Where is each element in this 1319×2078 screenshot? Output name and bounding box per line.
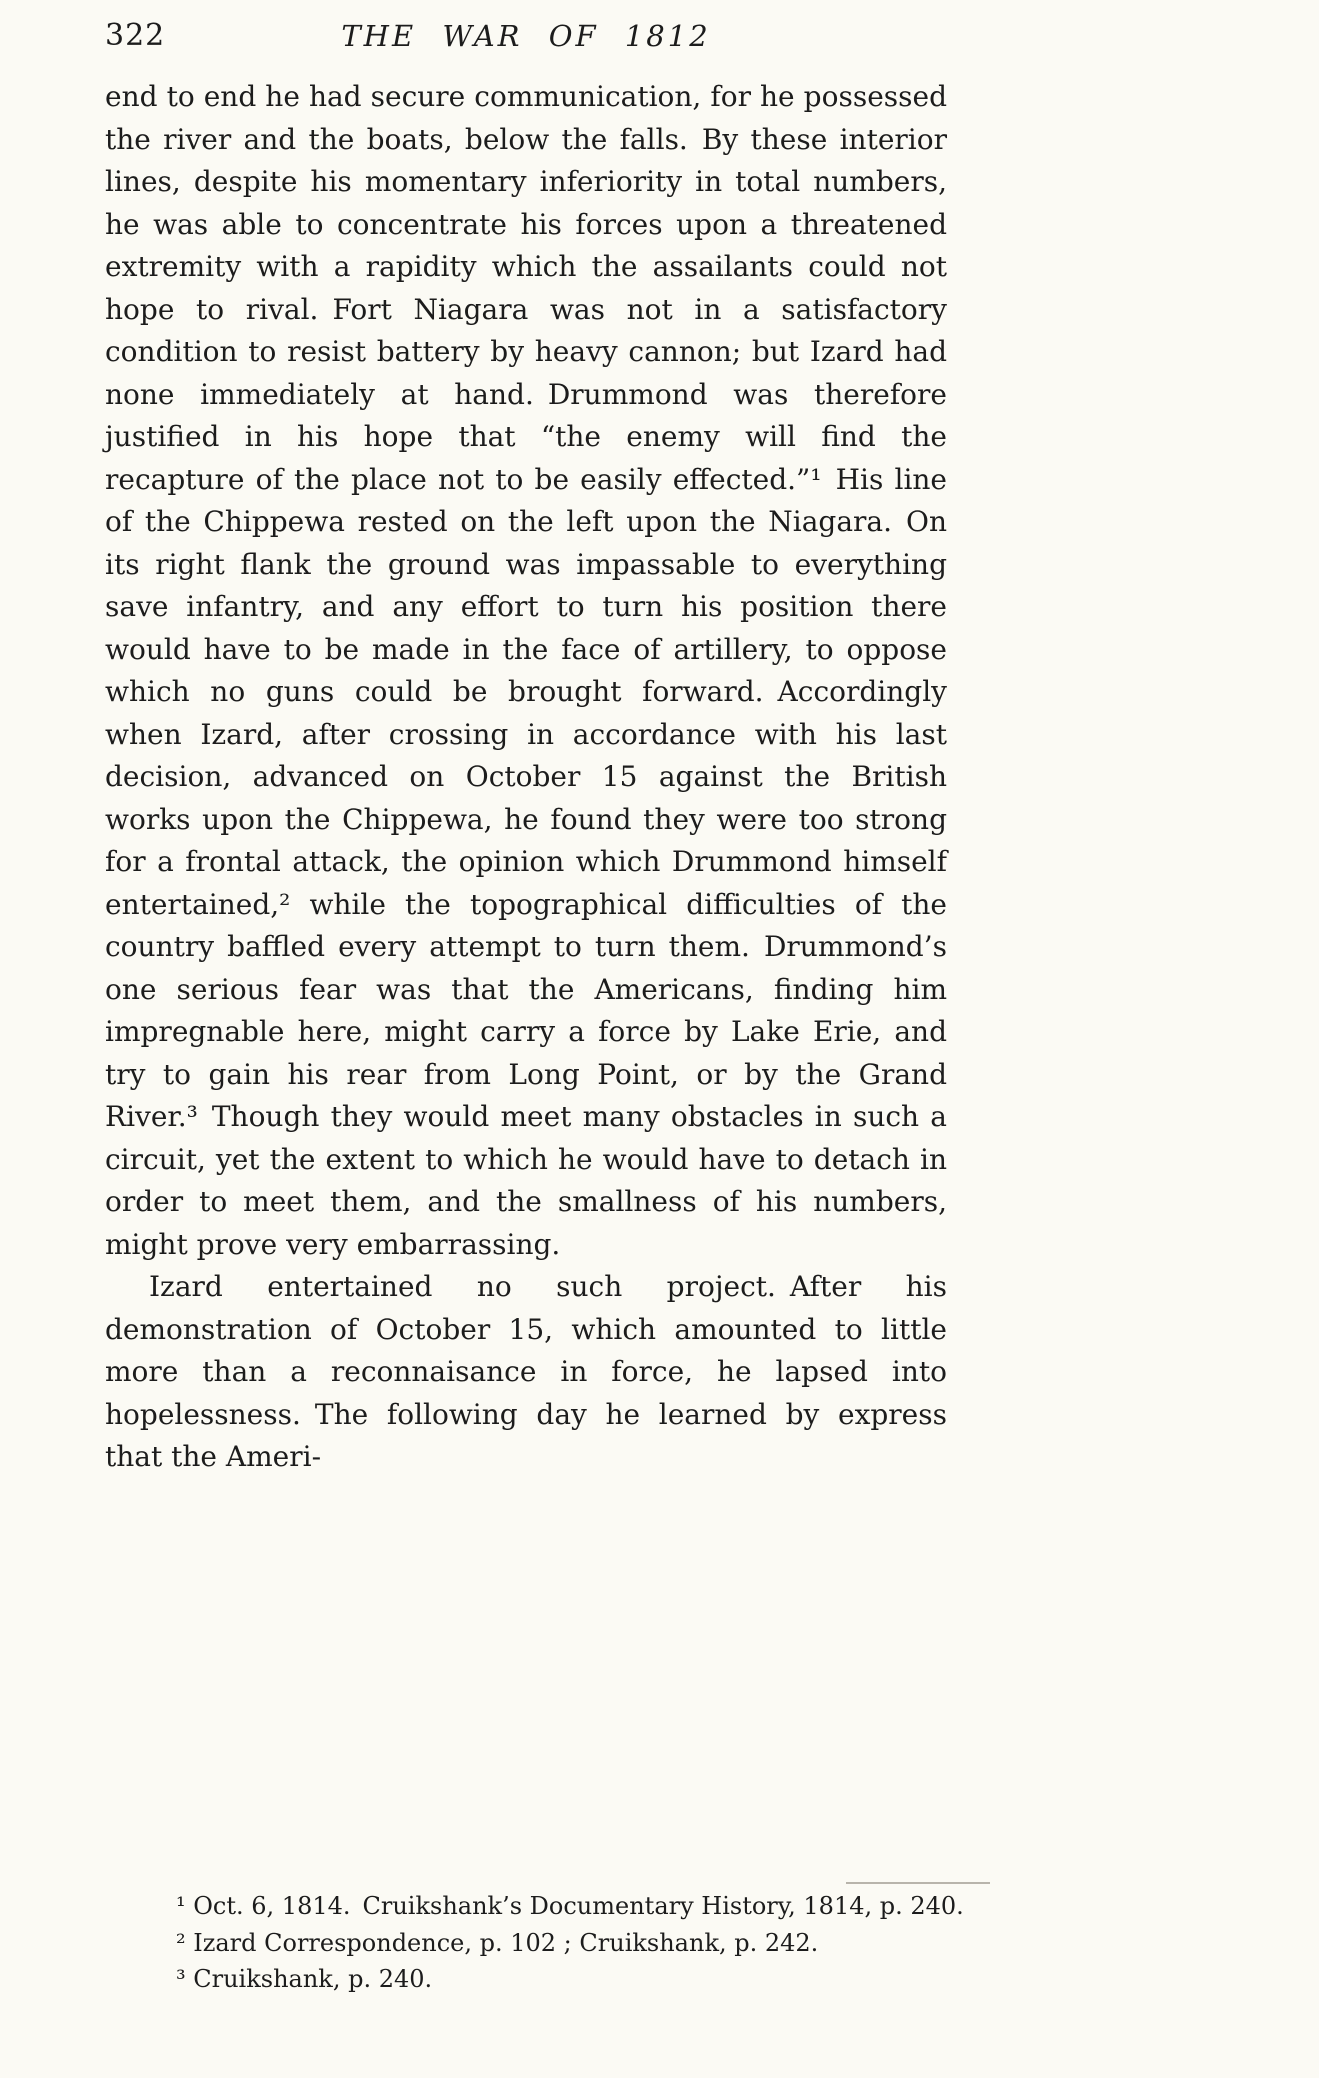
paragraph-2: Izard entertained no such project. After his demonstration of October 15, which amounted to little more than a reconnaisance in force, he lapsed into hopelessness. The following day he learned by express that the Ameri- (105, 1270, 947, 1473)
page-number: 322 (105, 18, 166, 53)
footnote-3: ³ Cruikshank, p. 240. (176, 1965, 433, 1993)
page-header (105, 16, 947, 64)
footnote-rule (846, 1882, 990, 1884)
footnotes (176, 1888, 986, 1998)
paragraph-1: end to end he had secure communication, for he possessed the river and the boats, below the falls. By these interior lines, despite his momentary inferiority in total numbers, he was able to concentrate his forces upon a threatened extremity with a rapidity which the assailants could not hope to rival. Fort Niagara was not in a satisfactory condition to resist battery by heavy cannon; but Izard had none immediately at hand. Drummond was therefore justified in his hope that “the enemy will find the recapture of the place not to be easily effected.”¹ His line of the Chippewa rested on the left upon the Niagara. On its right flank the ground was impassable to everything save infantry, and any effort to turn his position there would have to be made in the face of artillery, to oppose which no guns could be brought forward. Accordingly when Izard, after crossing in accordance with his last decision, advanced on October 15 against the British works upon the Chippewa, he found they were too strong for a frontal attack, the opinion which Drummond himself entertained,² while the topographical difficulties of the country baffled every attempt to turn them. Drummond’s one serious fear was that the Americans, finding him impregnable here, might carry a force by Lake Erie, and try to gain his rear from Long Point, or by the Grand River.³ Though they would meet many obstacles in such a circuit, yet the extent to which he would have to detach in order to meet them, and the smallness of his numbers, might prove very embarrassing. (105, 80, 947, 1261)
body-text (105, 76, 947, 1479)
footnote-1: ¹ Oct. 6, 1814. Cruikshank’s Documentary History, 1814, p. 240. (176, 1892, 964, 1920)
footnote-2: ² Izard Correspondence, p. 102 ; Cruikshank, p. 242. (176, 1928, 819, 1957)
running-title: THE WAR OF 1812 (341, 19, 711, 53)
